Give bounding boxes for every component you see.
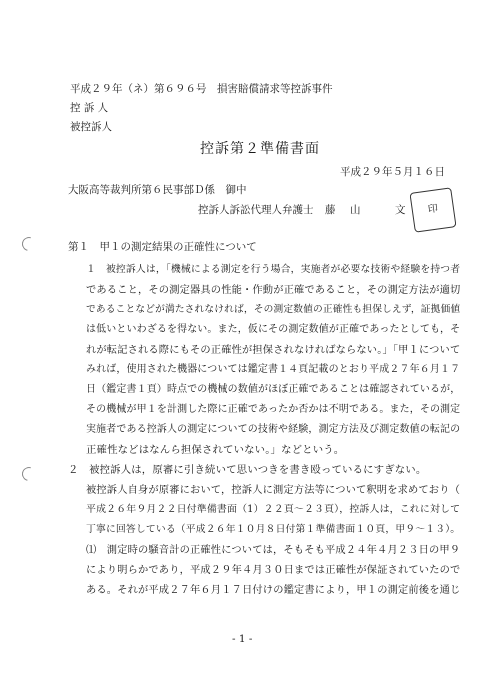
- paragraph-line: により明らかであり，平成２９年４月３０日までは正確性が保証されていたので: [86, 564, 461, 576]
- punch-hole-mark-bottom: [19, 464, 38, 483]
- paragraph-line: 丁寧に回答している（平成２６年１０月８日付第１準備書面１０頁，甲９～１３）。: [86, 524, 461, 535]
- court-addressee: 大阪高等裁判所第６民事部Ｄ係 御中: [68, 184, 247, 196]
- appellee-label: 被控訴人: [70, 121, 112, 133]
- page-number: - 1 -: [232, 633, 253, 645]
- paragraph-line: 実施者である控訴人の測定についての技術や経験，測定方法及び測定数値の転記の: [86, 424, 461, 435]
- paragraph-line: その機械が甲１を計測した際に正確であったか否かは不明である。また，その測定: [86, 404, 461, 415]
- attorney-name-3: 文: [395, 204, 406, 216]
- paragraph-line: ⑴ 測定時の騒音計の正確性については，そもそも平成２４年４月２３日の甲９: [86, 544, 461, 556]
- paragraph-line: 日（鑑定書１頁）時点での機械の数値がほぼ正確であることは確認されているが，: [86, 384, 461, 395]
- paragraph-line: れが転記される際にもその正確性が担保されなければならない。」「甲１について: [86, 344, 461, 356]
- case-number: 平成２９年（ネ）第６９６号 損害賠償請求等控訴事件: [70, 83, 333, 95]
- punch-hole-mark-top: [19, 234, 38, 253]
- document-title: 控訴第２準備書面: [200, 141, 320, 157]
- paragraph-line: は低いといわざるを得ない。また，仮にその測定数値が正確であったとしても，そ: [86, 324, 461, 335]
- attorney-seal: [409, 187, 456, 232]
- paragraph-line: ２ 被控訴人は，原審に引き続いて思いつきを書き殴っているにすぎない。: [68, 464, 427, 476]
- attorney-name-1: 藤: [325, 204, 336, 216]
- paragraph-line: であること，その測定器具の性能・作動が正確であること，その測定方法が適切: [86, 284, 461, 296]
- paragraph-line: ある。それが平成２７年６月１７日付けの鑑定書により，甲１の測定前後を通じ: [86, 584, 461, 596]
- appellant-label: 控 訴 人: [70, 102, 109, 114]
- seal-text: 印: [427, 203, 439, 216]
- attorney-label: 控訴人訴訟代理人弁護士: [198, 204, 314, 216]
- section-heading: 第１ 甲１の測定結果の正確性について: [68, 241, 257, 253]
- paragraph-line: であることなどが満たされなければ，その測定数値の正確性も担保しえず，証拠価値: [86, 304, 461, 315]
- attorney-name-2: 山: [350, 204, 361, 216]
- paragraph-line: 正確性などはなんら担保されていない。」などという。: [86, 444, 345, 456]
- paragraph-line: 平成２６年９月２２日付準備書面（1）２２頁～２３頁），控訴人は，これに対して: [86, 504, 461, 515]
- document-date: 平成２９年５月１６日: [340, 166, 445, 178]
- paragraph-line: 被控訴人自身が原審において，控訴人に測定方法等について釈明を求めており（: [86, 484, 460, 496]
- paragraph-line: みれば，使用された機器については鑑定書１４頁記載のとおり平成２７年６月１７: [86, 364, 461, 375]
- paragraph-line: １ 被控訴人は，「機械による測定を行う場合，実施者が必要な技術や経験を持つ者: [86, 264, 461, 275]
